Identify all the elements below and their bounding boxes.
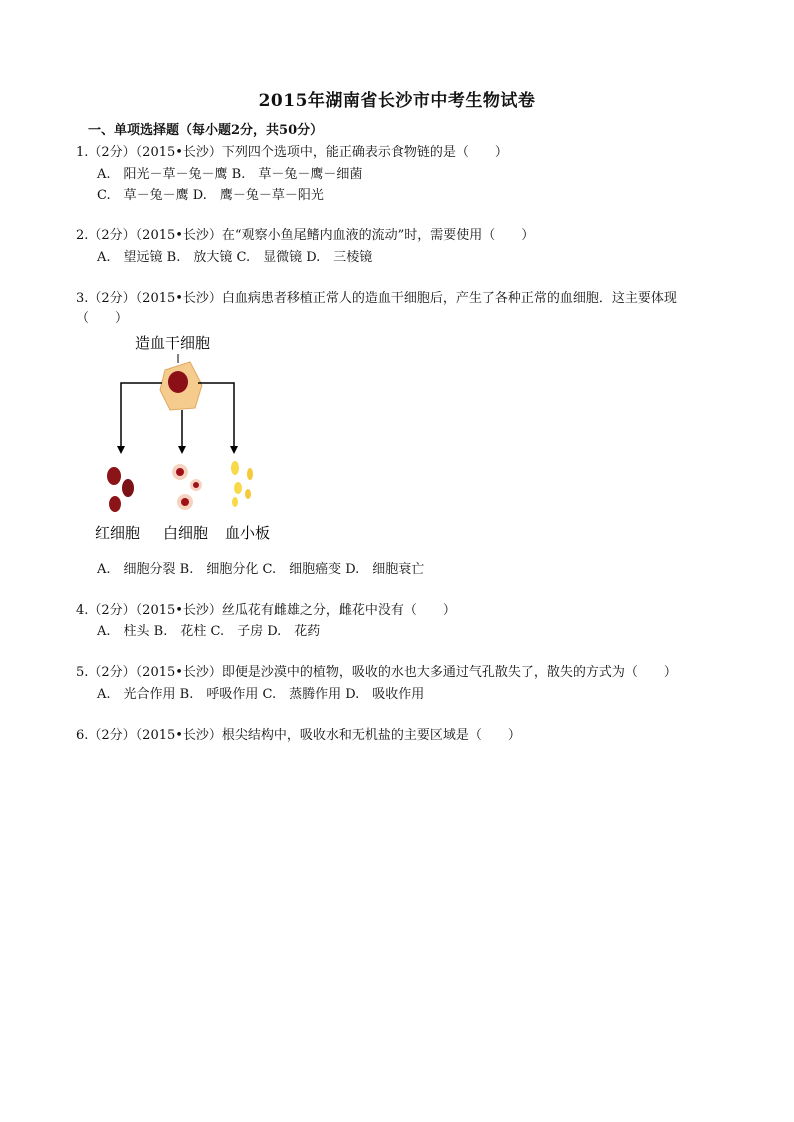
red-blood-cells xyxy=(107,467,134,512)
red-cell-label: 红细胞 xyxy=(95,524,141,542)
question-2-stem: 2.（2分）（2015•长沙）在“观察小鱼尾鳍内血液的流动”时，需要使用（ ） xyxy=(76,228,535,243)
stem-cell-label: 造血干细胞 xyxy=(135,334,211,352)
question-1-stem: 1.（2分）（2015•长沙）下列四个选项中，能正确表示食物链的是（ ） xyxy=(76,145,508,160)
arrowhead-red xyxy=(117,446,125,454)
stem-cell-nucleus xyxy=(168,371,188,393)
platelet-label: 血小板 xyxy=(225,524,271,542)
question-2-options: A. 望远镜 B. 放大镜 C. 显微镜 D. 三棱镜 xyxy=(97,250,373,265)
question-5-options: A. 光合作用 B. 呼吸作用 C. 蒸腾作用 D. 吸收作用 xyxy=(97,687,425,702)
question-6-stem: 6.（2分）（2015•长沙）根尖结构中，吸收水和无机盐的主要区域是（ ） xyxy=(76,728,521,743)
question-4-stem: 4.（2分）（2015•长沙）丝瓜花有雌雄之分，雌花中没有（ ） xyxy=(76,603,456,618)
question-3-options: A. 细胞分裂 B. 细胞分化 C. 细胞癌变 D. 细胞衰亡 xyxy=(97,562,425,577)
question-3-stem-continued: （ ） xyxy=(76,311,129,326)
question-3-stem: 3.（2分）（2015•长沙）白血病患者移植正常人的造血干细胞后，产生了各种正常的血细胞．这主要体现 xyxy=(76,291,677,306)
question-4-options: A. 柱头 B. 花柱 C. 子房 D. 花药 xyxy=(97,624,321,639)
question-1-options-line-1: A. 阳光－草－兔－鹰 B. 草－兔－鹰－细菌 xyxy=(97,167,363,182)
white-blood-cells xyxy=(172,464,202,510)
page-title: 2015年湖南省长沙市中考生物试卷 xyxy=(258,91,536,111)
arrow-to-red-cell xyxy=(121,383,162,448)
question-5-stem: 5.（2分）（2015•长沙）即便是沙漠中的植物，吸收的水也大多通过气孔散失了，散失的方式为（ ） xyxy=(76,665,677,680)
stem-cell-differentiation-diagram xyxy=(90,330,290,545)
arrowhead-white xyxy=(178,446,186,454)
arrow-to-platelet xyxy=(198,383,234,448)
question-1-options-line-2: C. 草－兔－鹰 D. 鹰－兔－草－阳光 xyxy=(97,188,324,203)
differentiation-figure xyxy=(90,330,290,545)
section-heading: 一、单项选择题（每小题2分，共50分） xyxy=(88,123,324,138)
arrowhead-platelet xyxy=(230,446,238,454)
platelets xyxy=(231,461,253,507)
white-cell-label: 白细胞 xyxy=(163,524,209,542)
